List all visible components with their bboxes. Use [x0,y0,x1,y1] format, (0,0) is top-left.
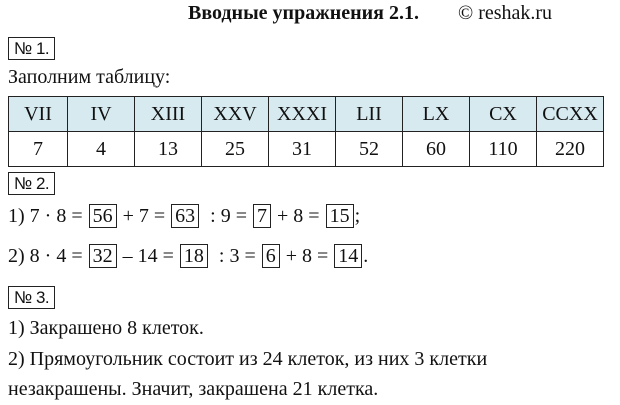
equation-text: : 3 = [208,244,261,267]
roman-cell: XXV [202,97,269,132]
task-2-number: № 2. [8,172,55,195]
equation-text: + 8 = [280,244,334,267]
roman-cell: LX [403,97,470,132]
arabic-cell: 31 [269,132,336,167]
arabic-cell: 25 [202,132,269,167]
roman-cell: CCXX [537,97,604,132]
page-title: Вводные упражнения 2.1. [188,2,419,24]
task-3-line-1: 1) Закрашено 8 клеток. [8,317,204,339]
arabic-cell: 60 [403,132,470,167]
equation-text: . [363,244,369,267]
equation-text: + 7 = [117,204,171,227]
roman-cell: LII [336,97,403,132]
roman-cell: XIII [135,97,202,132]
equation-text: + 8 = [272,204,325,227]
roman-cell: XXXI [269,97,336,132]
arabic-cell: 13 [135,132,202,167]
task-1-number: № 1. [8,37,55,60]
equation-text: 2) 8 · 4 = [8,244,88,267]
arabic-cell: 52 [336,132,403,167]
task-3-number: № 3. [8,286,55,309]
roman-cell: IV [68,97,135,132]
answer-box: 18 [180,244,208,268]
arabic-cell: 220 [537,132,604,167]
equation-line-1 [8,204,360,228]
answer-box: 7 [253,204,271,228]
arabic-row [9,132,604,167]
answer-box: 15 [326,204,354,228]
equation-text: 1) 7 · 8 = [8,204,88,227]
answer-box: 14 [334,244,362,268]
roman-numerals-table [8,96,604,167]
arabic-cell: 4 [68,132,135,167]
roman-row [9,97,604,132]
equation-line-2 [8,244,368,268]
answer-box: 6 [262,244,280,268]
arabic-cell: 7 [9,132,68,167]
arabic-cell: 110 [470,132,537,167]
answer-box: 63 [171,204,199,228]
task-1-intro: Заполним таблицу: [8,66,171,88]
equation-text: – 14 = [117,244,179,267]
task-3-line-3: незакрашены. Значит, закрашена 21 клетка. [8,378,379,400]
task-3-line-2: 2) Прямоугольник состоит из 24 клеток, из них 3 клетки [8,348,488,370]
equation-text: : 9 = [200,204,253,227]
roman-cell: CX [470,97,537,132]
roman-cell: VII [9,97,68,132]
answer-box: 56 [89,204,117,228]
equation-text: ; [354,204,361,227]
answer-box: 32 [89,244,117,268]
site-watermark: © reshak.ru [458,2,553,24]
